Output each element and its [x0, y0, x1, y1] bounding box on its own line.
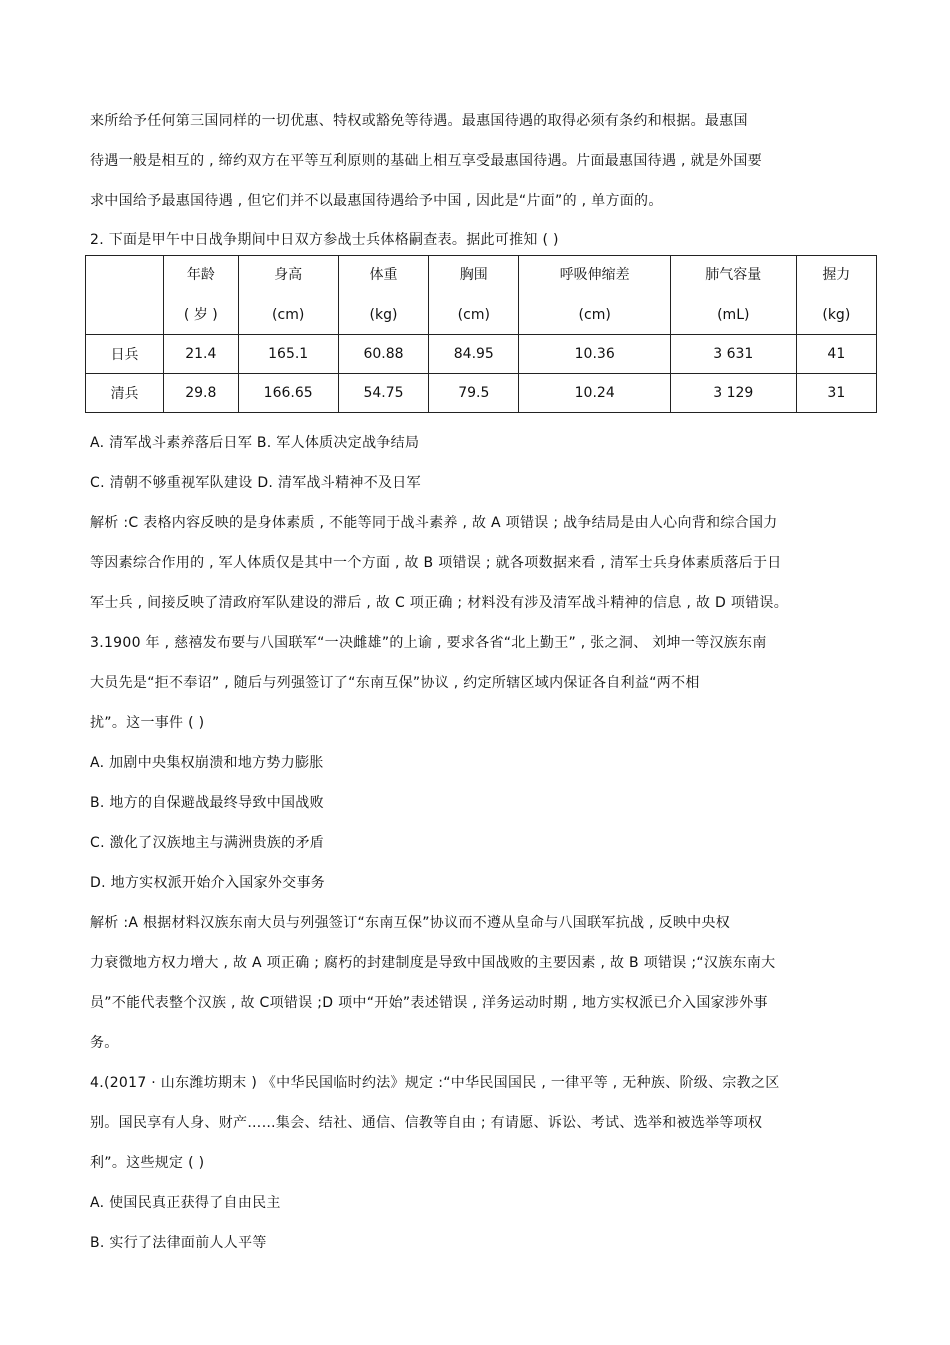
soldier-physique-table [85, 255, 877, 413]
table-cell: 60.88 [338, 335, 428, 374]
question-2-options-ab: A. 清军战斗素养落后日军 B. 军人体质决定战争结局 [90, 435, 420, 451]
question-2-analysis-3: 军士兵 , 间接反映了清政府军队建设的滞后 , 故 C 项正确 ; 材料没有涉及清军战斗精神的信息 , 故 D 项错误。 [90, 595, 789, 611]
table-cell: 84.95 [429, 335, 519, 374]
question-2-analysis-2: 等因素综合作用的 , 军人体质仅是其中一个方面 , 故 B 项错误 ; 就各项数据来看 , 清军士兵身体素质落后于日 [90, 555, 782, 571]
question-3-analysis-3: 员”不能代表整个汉族 , 故 C项错误 ;D 项中“开始”表述错误 , 洋务运动时期 , 地方实权派已介入国家涉外事 [90, 995, 768, 1011]
table-cell: 10.36 [519, 335, 670, 374]
table-cell: 29.8 [164, 374, 238, 413]
question-4-stem-2: 别。国民享有人身、财产……集会、结社、通信、信教等自由 ; 有请愿、诉讼、考试、选举和被选举等项权 [90, 1115, 763, 1131]
question-4-option-b: B. 实行了法律面前人人平等 [90, 1235, 267, 1251]
table-cell: 165.1 [238, 335, 338, 374]
header-height: 身高 [274, 267, 303, 283]
question-3-analysis-1: 解析 :A 根据材料汉族东南大员与列强签订“东南互保”协议而不遵从皇命与八国联军抗战 , 反映中央权 [90, 915, 731, 931]
table-cell: 31 [796, 374, 876, 413]
table-cell: 166.65 [238, 374, 338, 413]
header-grip: 握力 [822, 267, 851, 283]
question-3-option-a: A. 加剧中央集权崩溃和地方势力膨胀 [90, 755, 324, 771]
table-cell: 21.4 [164, 335, 238, 374]
header-weight: 体重 [369, 267, 398, 283]
header-chest: 胸围 [459, 267, 488, 283]
question-3-option-d: D. 地方实权派开始介入国家外交事务 [90, 875, 326, 891]
question-3-analysis-2: 力衰微地方权力增大 , 故 A 项正确 ; 腐朽的封建制度是导致中国战败的主要因素 , 故 B 项错误 ;“汉族东南大 [90, 955, 776, 971]
table-header-cell: 握力 (kg) [796, 256, 876, 335]
header-breath: 呼吸伸缩差 [559, 267, 630, 283]
header-lung: 肺气容量 [705, 267, 762, 283]
intro-line-1: 来所给予任何第三国同样的一切优惠、特权或豁免等待遇。最惠国待遇的取得必须有条约和根据。最惠国 [90, 113, 748, 129]
question-4-stem-3: 利”。这些规定 ( ) [90, 1155, 205, 1171]
question-3-analysis-4: 务。 [90, 1035, 119, 1051]
table-header-cell: 肺气容量 (mL) [670, 256, 796, 335]
question-4-stem-1: 4.(2017 · 山东潍坊期末 ) 《中华民国临时约法》规定 :“中华民国国民 , 一律平等 , 无种族、阶级、宗教之区 [90, 1075, 780, 1091]
header-age: 年龄 [186, 267, 215, 283]
table-row [86, 335, 877, 374]
table-header-cell: 年龄 ( 岁 ) [164, 256, 238, 335]
table-header-cell: 呼吸伸缩差 (cm) [519, 256, 670, 335]
table-header-cell: 胸围 (cm) [429, 256, 519, 335]
intro-line-2: 待遇一般是相互的 , 缔约双方在平等互利原则的基础上相互享受最惠国待遇。片面最惠国待遇 , 就是外国要 [90, 153, 762, 169]
table-cell: 41 [796, 335, 876, 374]
table-cell: 10.24 [519, 374, 670, 413]
table-cell: 54.75 [338, 374, 428, 413]
question-2-stem: 2. 下面是甲午中日战争期间中日双方参战士兵体格嗣查表。据此可推知 ( ) [90, 232, 559, 248]
table-row [86, 374, 877, 413]
table-header-row [86, 256, 877, 335]
table-cell: 79.5 [429, 374, 519, 413]
question-3-option-c: C. 激化了汉族地主与满洲贵族的矛盾 [90, 835, 325, 851]
table-cell: 清兵 [86, 374, 164, 413]
intro-line-3: 求中国给予最惠国待遇 , 但它们并不以最惠国待遇给予中国 , 因此是“片面”的 , 单方面的。 [90, 193, 663, 209]
question-3-stem-1: 3.1900 年 , 慈禧发布要与八国联军“一决雌雄”的上谕 , 要求各省“北上勤王” , 张之洞、 刘坤一等汉族东南 [90, 635, 767, 651]
table-header-cell: 身高 (cm) [238, 256, 338, 335]
table-cell: 3 631 [670, 335, 796, 374]
table-cell: 3 129 [670, 374, 796, 413]
question-3-stem-3: 扰”。这一事件 ( ) [90, 715, 205, 731]
question-2-analysis-1: 解析 :C 表格内容反映的是身体素质 , 不能等同于战斗素养 , 故 A 项错误 ; 战争结局是由人心向背和综合国力 [90, 515, 778, 531]
question-4-option-a: A. 使国民真正获得了自由民主 [90, 1195, 281, 1211]
question-3-option-b: B. 地方的自保避战最终导致中国战败 [90, 795, 324, 811]
table-header-cell [86, 256, 164, 335]
table-header-cell: 体重 (kg) [338, 256, 428, 335]
question-2-options-cd: C. 清朝不够重视军队建设 D. 清军战斗精神不及日军 [90, 475, 421, 491]
table-cell: 日兵 [86, 335, 164, 374]
question-3-stem-2: 大员先是“拒不奉诏” , 随后与列强签订了“东南互保”协议 , 约定所辖区域内保证各自利益“两不相 [90, 675, 700, 691]
